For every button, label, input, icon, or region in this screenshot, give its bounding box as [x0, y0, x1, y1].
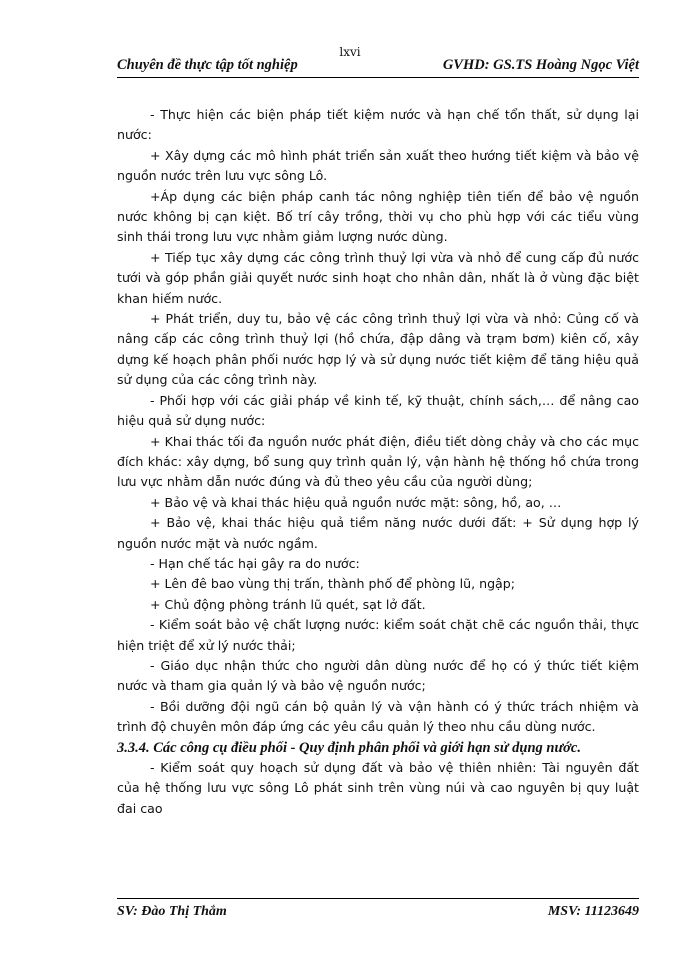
- section-heading: 3.3.4. Các công cụ điều phối - Quy định phân phối và giới hạn sử dụng nước.: [117, 739, 581, 756]
- page-header: [117, 57, 639, 78]
- paragraph: + Khai thác tối đa nguồn nước phát điện, điều tiết dòng chảy và cho các mục đích khác: xây dựng, bổ sung quy trình quản lý, vận hành hệ thống hồ chứa trong lưu vực nhằm dẫn nước đúng và đủ theo yêu cầu của người dùng;: [117, 433, 639, 490]
- paragraph: - Giáo dục nhận thức cho người dân dùng nước để họ có ý thức tiết kiệm nước và tham gia quản lý và bảo vệ nguồn nước;: [117, 657, 639, 694]
- footer-student-id: MSV: 11123649: [547, 904, 639, 919]
- document-body: [117, 105, 639, 819]
- header-supervisor: GVHD: GS.TS Hoàng Ngọc Việt: [442, 57, 639, 73]
- paragraph: +Áp dụng các biện pháp canh tác nông nghiệp tiên tiến để bảo vệ nguồn nước không bị cạn kiệt. Bố trí cây trồng, thời vụ cho phù hợp với các tiểu vùng sinh thái trong lưu vực nhằm giảm lượng nước dùng.: [117, 188, 639, 245]
- paragraph: + Bảo vệ, khai thác hiệu quả tiềm năng nước dưới đất: + Sử dụng hợp lý nguồn nước mặt và nước ngầm.: [117, 515, 639, 551]
- paragraph: - Thực hiện các biện pháp tiết kiệm nước và hạn chế tổn thất, sử dụng lại nước:: [117, 107, 639, 143]
- paragraph: + Tiếp tục xây dựng các công trình thuỷ lợi vừa và nhỏ để cung cấp đủ nước tưới và góp phần giải quyết nước sinh hoạt cho nhân dân, nhất là ở vùng đặc biệt khan hiếm nước.: [117, 249, 639, 306]
- footer-student-name: SV: Đào Thị Thắm: [117, 904, 227, 919]
- paragraph: + Bảo vệ và khai thác hiệu quả nguồn nước mặt: sông, hồ, ao, …: [150, 494, 562, 510]
- paragraph: - Hạn chế tác hại gây ra do nước:: [150, 555, 360, 571]
- paragraph: + Lên đê bao vùng thị trấn, thành phố để phòng lũ, ngập;: [150, 576, 516, 592]
- page-footer: [117, 898, 639, 921]
- paragraph: + Xây dựng các mô hình phát triển sản xuất theo hướng tiết kiệm và bảo vệ nguồn nước trên lưu vực sông Lô.: [117, 147, 639, 184]
- paragraph: - Kiểm soát bảo vệ chất lượng nước: kiểm soát chặt chẽ các nguồn thải, thực hiện triệt để xử lý nước thải;: [117, 617, 639, 653]
- paragraph: + Chủ động phòng tránh lũ quét, sạt lở đất.: [150, 596, 426, 612]
- paragraph: + Phát triển, duy tu, bảo vệ các công trình thuỷ lợi vừa và nhỏ: Củng cố và nâng cấp các công trình thuỷ lợi (hồ chứa, đập dâng và trạm bơm) kiên cố, xây dựng kế hoạch phân phối nước hợp lý và sử dụng nước tiết kiệm để tăng hiệu quả sử dụng của các công trình này.: [117, 311, 639, 388]
- page-number: lxvi: [339, 45, 361, 59]
- header-document-title: Chuyên đề thực tập tốt nghiệp: [117, 57, 298, 73]
- paragraph: - Phối hợp với các giải pháp về kinh tế, kỹ thuật, chính sách,… để nâng cao hiệu quả sử dụng nước:: [117, 392, 639, 429]
- paragraph: - Bồi dưỡng đội ngũ cán bộ quản lý và vận hành có ý thức trách nhiệm và trình độ chuyên môn đáp ứng các yêu cầu quản lý theo nhu cầu dùng nước.: [117, 698, 639, 735]
- paragraph: - Kiểm soát quy hoạch sử dụng đất và bảo vệ thiên nhiên: Tài nguyên đất của hệ thống lưu vực sông Lô phát sinh trên vùng núi và cao nguyên bị quy luật đai cao: [117, 760, 639, 816]
